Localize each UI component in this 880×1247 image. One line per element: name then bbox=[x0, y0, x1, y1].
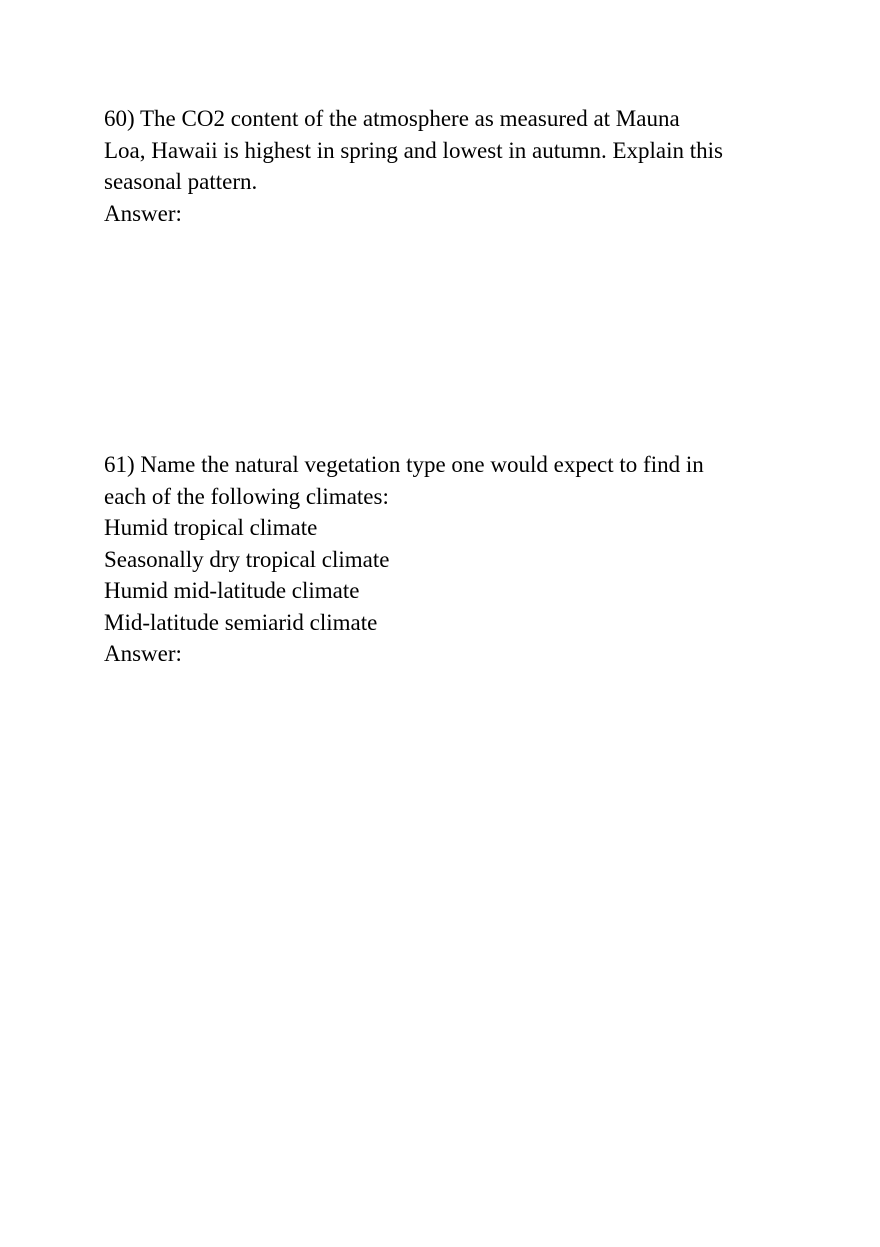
answer-label: Answer: bbox=[104, 200, 182, 226]
climate-item: Seasonally dry tropical climate bbox=[104, 546, 390, 572]
question-text-line: each of the following climates: bbox=[104, 483, 389, 509]
question-61 bbox=[104, 449, 744, 670]
climate-item: Humid tropical climate bbox=[104, 515, 318, 540]
question-text-line: Loa, Hawaii is highest in spring and lowest in autumn. Explain this bbox=[104, 137, 724, 163]
climate-item: Mid-latitude semiarid climate bbox=[104, 609, 378, 635]
climate-item: Humid mid-latitude climate bbox=[104, 578, 360, 603]
answer-label: Answer: bbox=[104, 641, 182, 666]
question-60 bbox=[104, 103, 744, 229]
question-text-line: 60) The CO2 content of the atmosphere as measured at Mauna bbox=[104, 106, 680, 131]
question-text-line: seasonal pattern. bbox=[104, 169, 258, 194]
question-text-line: 61) Name the natural vegetation type one would expect to find in bbox=[104, 452, 704, 477]
